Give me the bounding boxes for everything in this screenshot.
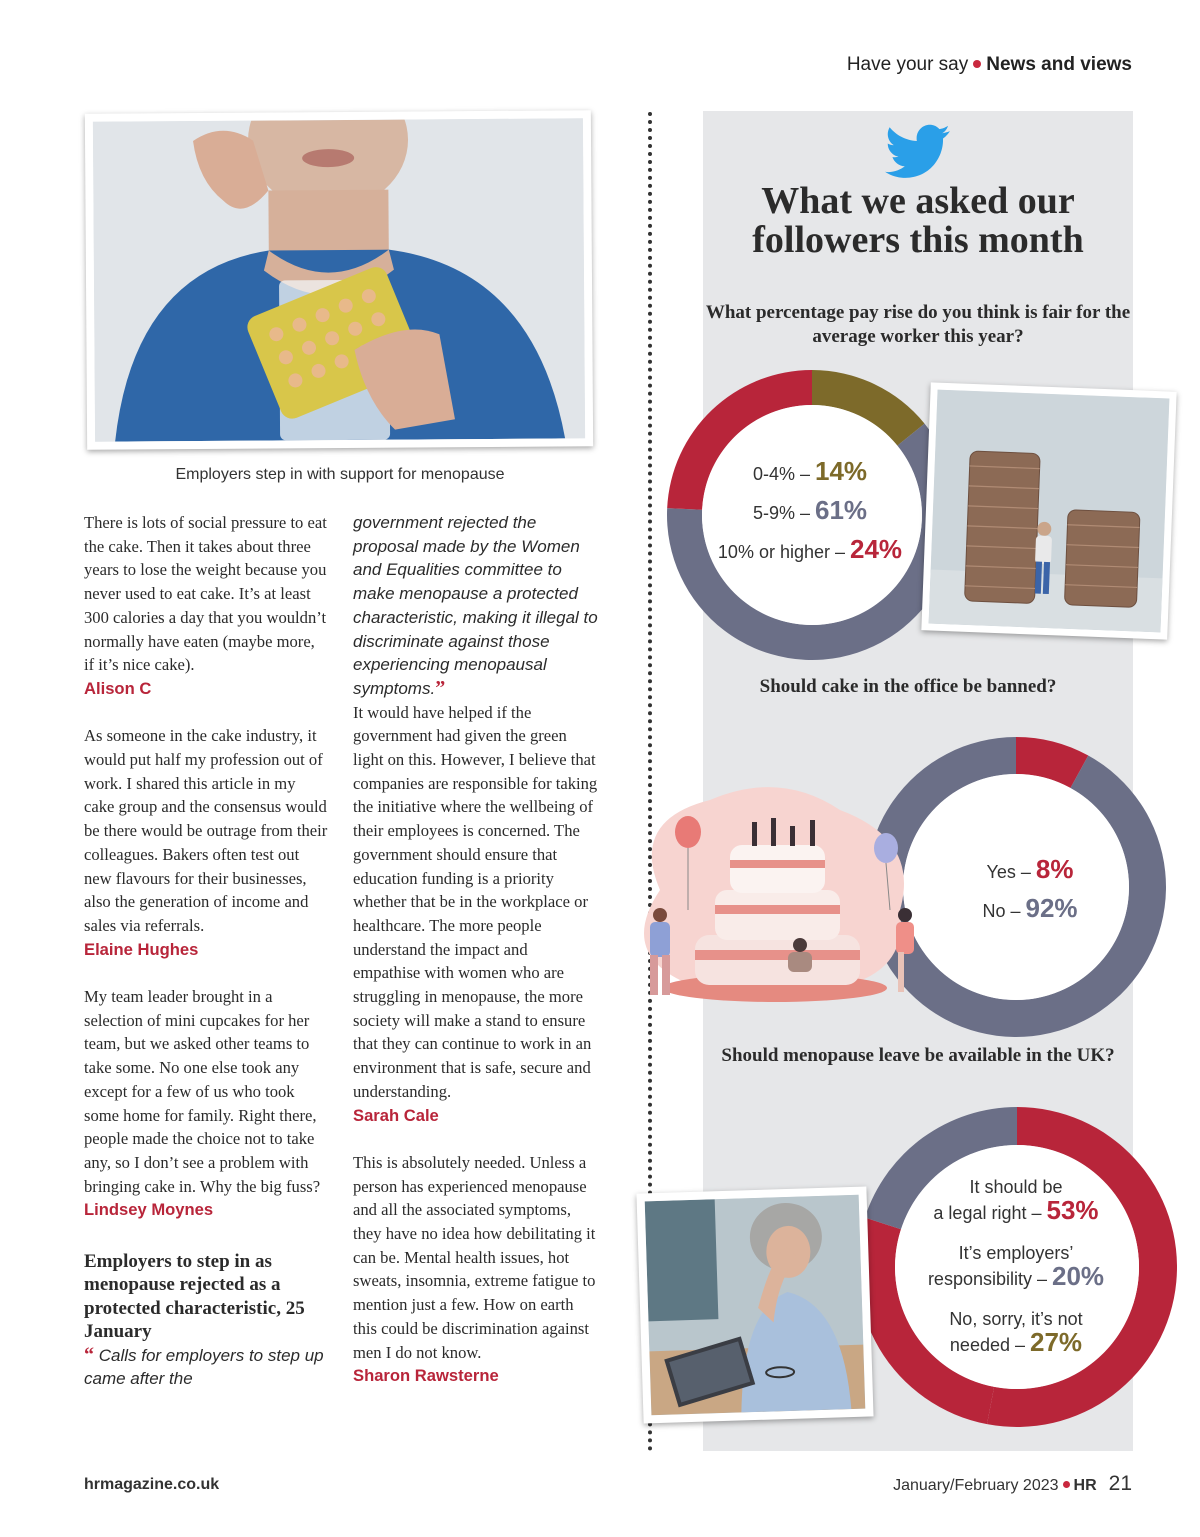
menopause-photo (85, 110, 593, 450)
legend-category: 0-4% (752, 464, 795, 484)
data-label: 53% (1046, 1195, 1099, 1225)
legend-row (906, 1308, 1126, 1357)
letter-text: There is lots of social pressure to eat the cake. Then it takes about three years to lose the weight because you never used to eat cake. It’s at least 300 calories a day that you wouldn’t normally have eaten (maybe more, if it’s nice cake). (84, 513, 327, 675)
footer-issue (893, 1472, 1132, 1496)
letter-text: This is absolutely needed. Unless a person has experienced menopause and all the associated symptoms, they have no idea how debilitating it can be. Mental health issues, hot sweats, insomnia, extreme fatigue to mention just a few. How on earth this could be discrimination against men I do not know. (353, 1152, 596, 1362)
data-label: 61% (815, 495, 868, 525)
article-column-1 (84, 511, 329, 1391)
coin-stacks-illustration (929, 390, 1170, 633)
legend-category: No (982, 901, 1006, 921)
coins-photo (921, 382, 1176, 639)
twitter-bird-icon (885, 124, 951, 180)
quote-text: government rejected the proposal made by the Women and Equalities committee to make menopause a protected characteristic, making it illegal to discriminate against those experiencing menopausal symptoms. (353, 513, 598, 698)
panel-title (703, 182, 1133, 260)
legend-category: Yes (986, 862, 1016, 882)
letter-text: It would have helped if the government had given the green light on this. However, I believe that companies are responsible for taking the initiative where the wellbeing of their employees is concerned. The government should ensure that education funding is a priority whether that be in the workplace or healthcare. The more people understand the impact and empathise with women who are struggling in menopause, the more society will make a stand to ensure that they can continue to work in an environment that is safe, secure and understanding. (353, 702, 598, 1101)
legend-category: No, sorry, it’s not (949, 1309, 1083, 1329)
letter-author: Lindsey Moynes (84, 1200, 214, 1220)
legend-category: responsibility – (927, 1269, 1047, 1289)
legend-category: It’s employers’ (958, 1243, 1074, 1263)
panel-title-line: followers this month (752, 219, 1084, 261)
legend-row (906, 1176, 1126, 1225)
letter-text: As someone in the cake industry, it would put half my profession out of work. I shared this article in my cake group and the consensus would be there would be outrage from their colleagues. Bakers often test out new flavours for their businesses, also the generation of income and sales via referrals. (84, 726, 328, 935)
legend-row: 5-9% – 61% (752, 495, 868, 525)
data-label: 92% (1025, 893, 1078, 923)
data-label: 20% (1052, 1261, 1105, 1291)
poll-question-cake: Should cake in the office be banned? (759, 676, 1057, 697)
footer-site: hrmagazine.co.uk (84, 1476, 220, 1493)
quote-continued (353, 511, 598, 701)
quote-text: Calls for employers to step up came after the (84, 1345, 324, 1389)
cake-legend (930, 851, 1130, 929)
poll-question-pay-rise: What percentage pay rise do you think is fair for the average worker this year? (705, 302, 1131, 347)
header-title: News and views (986, 54, 1132, 75)
data-label: 8% (1035, 854, 1074, 884)
panel-title-line: What we asked our (761, 180, 1075, 222)
footer-issue-date: January/February 2023 (893, 1477, 1059, 1494)
legend-row: No – 92% (982, 893, 1078, 923)
legend-row: Yes – 8% (986, 854, 1074, 884)
letter-author: Sarah Cale (353, 1105, 439, 1125)
data-label: 24% (850, 534, 903, 564)
letter-author: Elaine Hughes (84, 939, 199, 959)
letter-author: Sharon Rawsterne (353, 1366, 499, 1386)
legend-category: 5-9% (752, 503, 795, 523)
article-column-2 (353, 511, 598, 1388)
legend-row (906, 1242, 1126, 1291)
tired-woman-photo (636, 1186, 873, 1423)
article-headline: Employers to step in as menopause rejected as a protected characteristic, 25 January (84, 1250, 305, 1343)
pay-rise-legend (700, 453, 920, 570)
menopause-legend (906, 1176, 1126, 1374)
bullet-dot-icon (973, 60, 981, 68)
legend-category: needed – (949, 1335, 1025, 1355)
tired-woman-illustration (645, 1195, 866, 1416)
quote-start (84, 1344, 329, 1391)
woman-pill-illustration (93, 118, 585, 441)
letter-text: My team leader brought in a selection of mini cupcakes for her team, but we asked other teams to take some. No one else took any except for a few of us who took some home for family. Right there, people made the choice not to take any, so I don’t see a problem with bringing cake in. Why the big fuss? (84, 987, 321, 1196)
running-header (847, 54, 1132, 76)
poll-question-menopause-leave: Should menopause leave be available in the UK? (721, 1045, 1115, 1066)
legend-row: 0-4% – 14% (752, 456, 868, 486)
header-section: Have your say (846, 54, 969, 75)
page-number: 21 (1108, 1472, 1132, 1495)
cake-party-illustration (620, 760, 920, 1020)
legend-category: a legal right – (933, 1203, 1042, 1223)
legend-row: 10% or higher – 24% (717, 534, 903, 564)
legend-category: It should be (969, 1177, 1063, 1197)
photo-caption: Employers step in with support for menopause (175, 466, 505, 483)
footer-brand: HR (1073, 1477, 1097, 1494)
legend-category: 10% or higher (717, 542, 830, 562)
bullet-dot-icon (1063, 1481, 1070, 1488)
close-quote-icon: ” (435, 676, 446, 699)
data-label: 27% (1030, 1327, 1083, 1357)
letter-author: Alison C (84, 678, 152, 698)
data-label: 14% (815, 456, 868, 486)
open-quote-icon: “ (84, 1343, 94, 1366)
